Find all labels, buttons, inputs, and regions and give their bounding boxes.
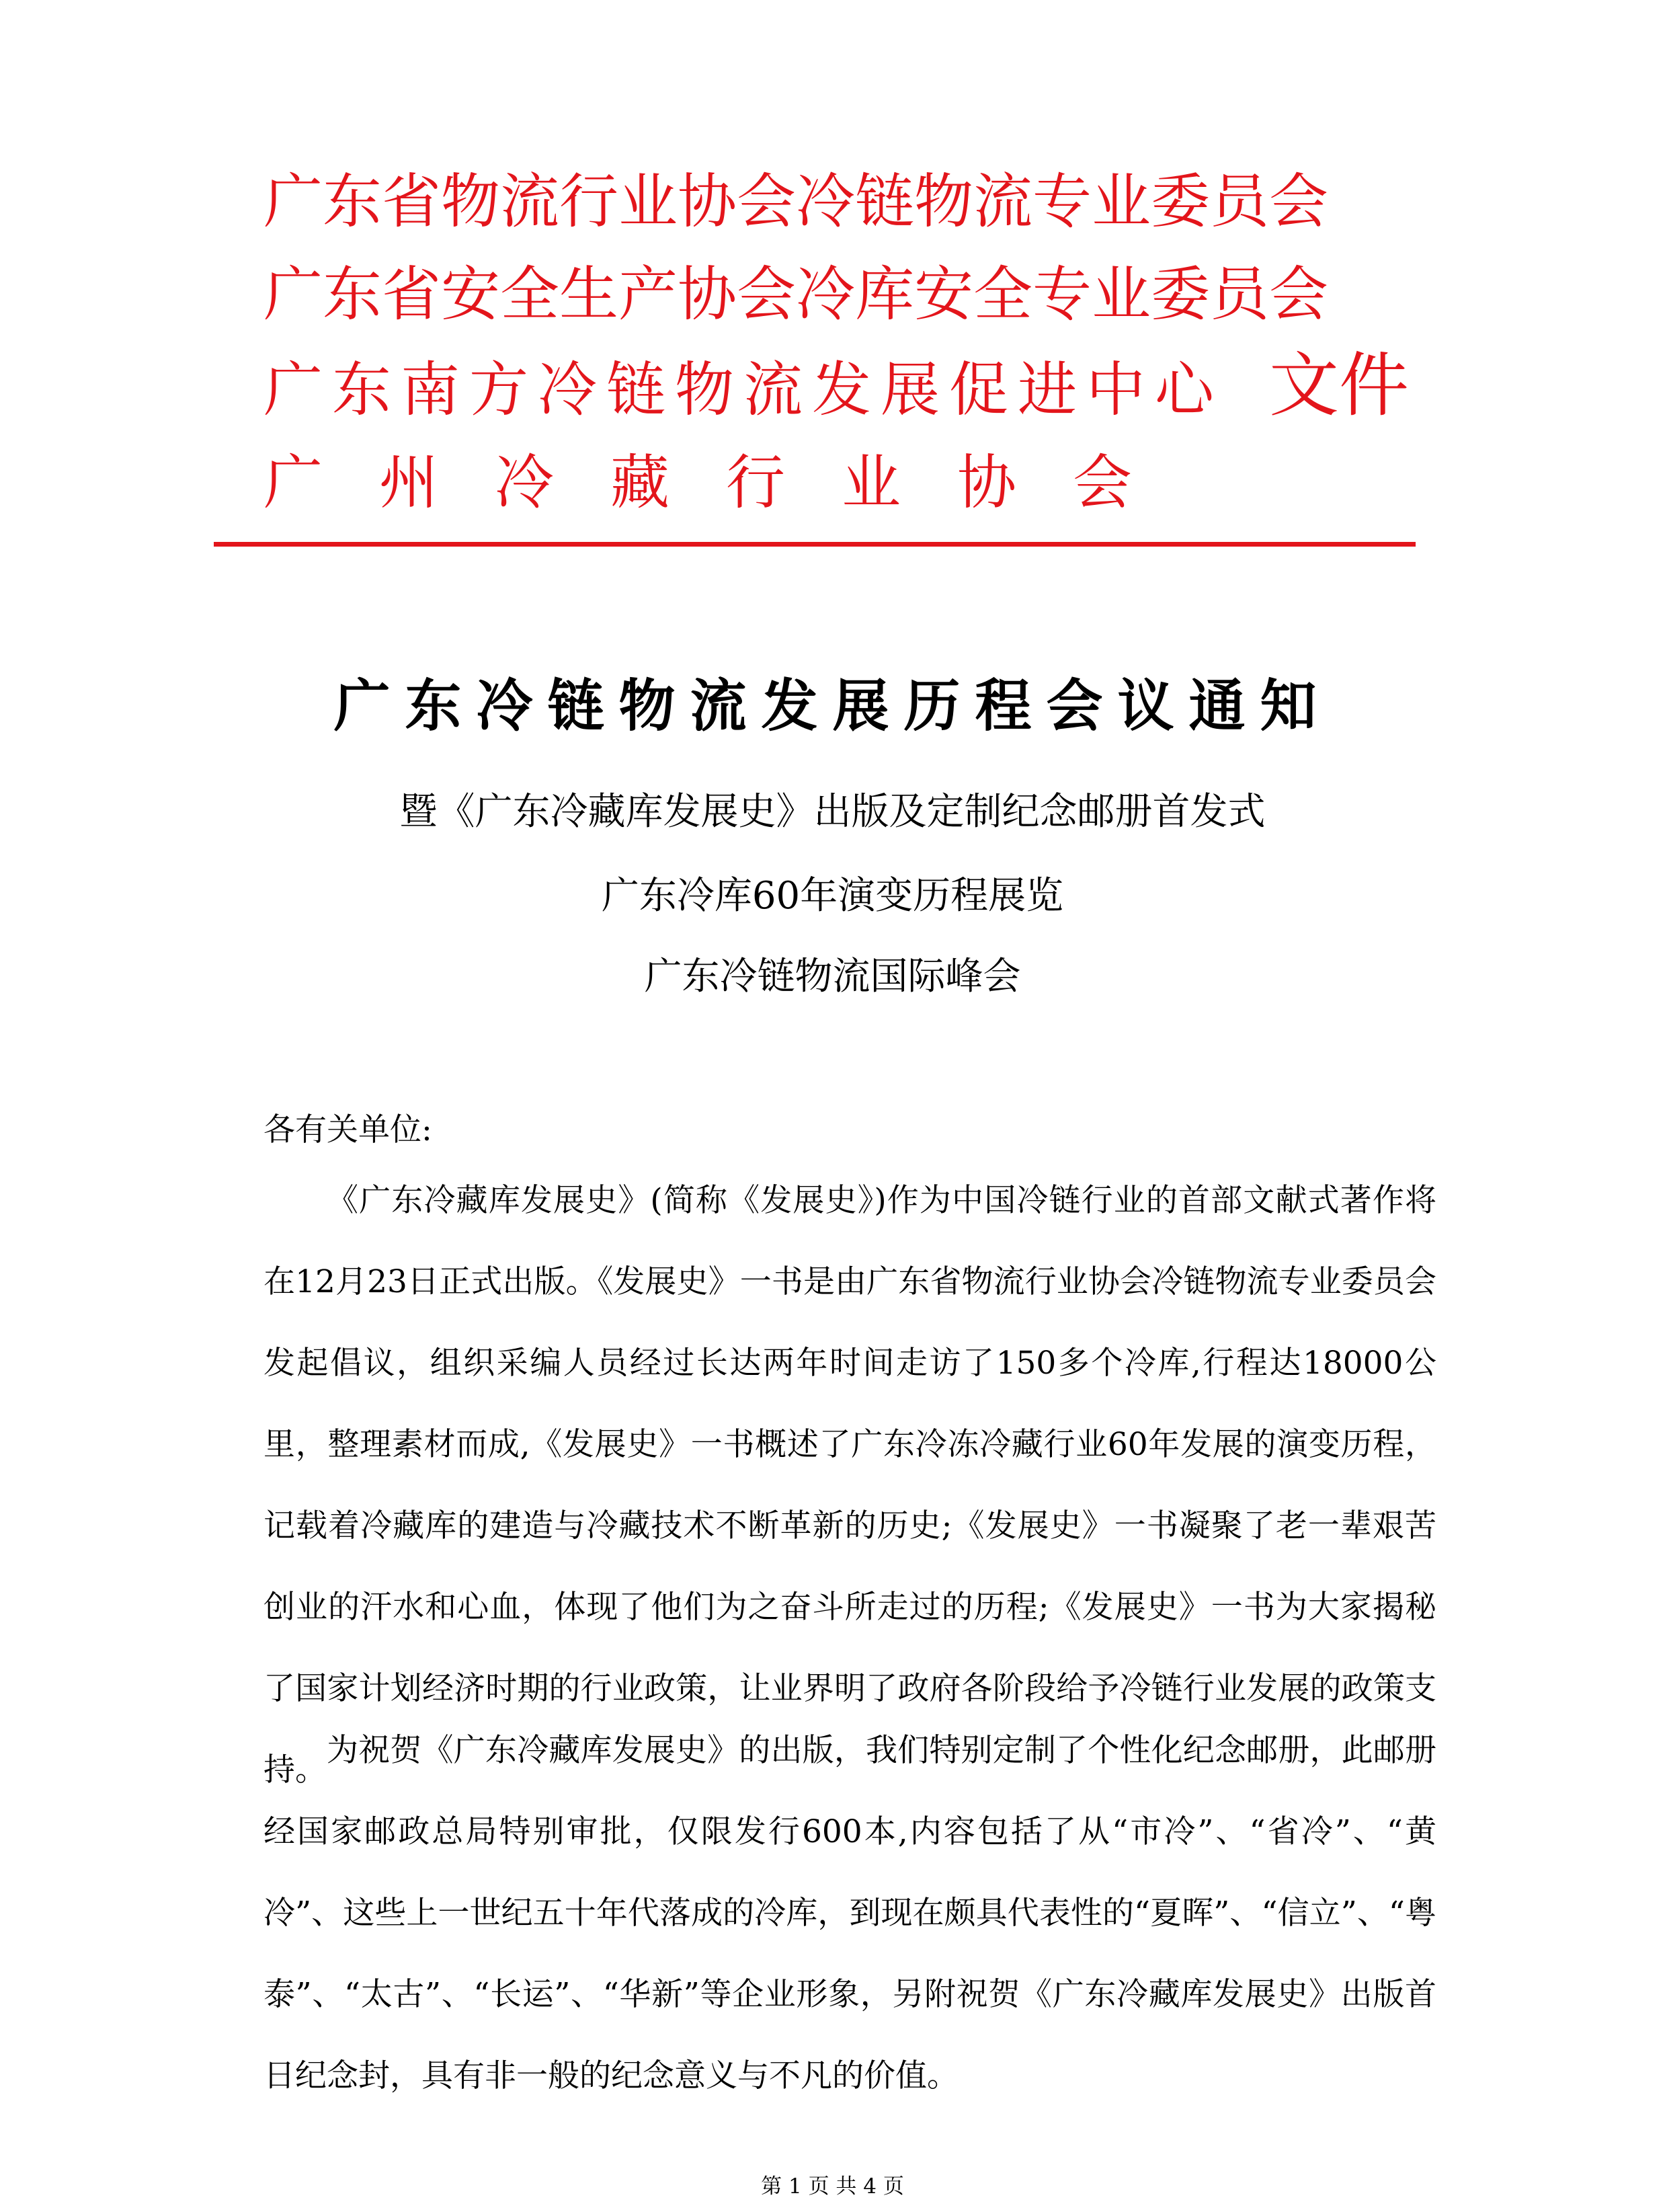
body-paragraph-2: 为祝贺《广东冷藏库发展史》的出版，我们特别定制了个性化纪念邮册，此邮册经国家邮政总局特别审批，仅限发行600本,内容包括了从“市冷”、“省冷”、“黄冷”、这些上一世纪五十年代落成的冷库，到现在颇具代表性的“夏晖”、“信立”、“粤泰”、“太古”、“长运”、“华新”等企业形象，另附祝贺《广东冷藏库发展史》出版首日纪念封，具有非一般的纪念意义与不凡的价值。 — [263, 1732, 1436, 2094]
notice-title: 广东冷链物流发展历程会议通知 — [333, 673, 1332, 739]
notice-subtitle-2: 广东冷库60年演变历程展览 — [601, 874, 1064, 918]
letterhead-org-1: 广东省物流行业协会冷链物流专业委员会 — [263, 167, 1329, 236]
page-number: 第 1 页 共 4 页 — [761, 2174, 904, 2199]
letterhead-org-3: 广东南方冷链物流发展促进中心 — [263, 355, 1224, 424]
body-paragraph-1: 《广东冷藏库发展史》(简称《发展史》)作为中国冷链行业的首部文献式著作将在12月23日正式出版。《发展史》一书是由广东省物流行业协会冷链物流专业委员会发起倡议，组织采编人员经过长达两年时间走访了150多个冷库,行程达18000公里，整理素材而成,《发展史》一书概述了广东冷冻冷藏行业60年发展的演变历程，记载着冷藏库的建造与冷藏技术不断革新的历史;《发展史》一书凝聚了老一辈艰苦创业的汗水和心血，体现了他们为之奋斗所走过的历程;《发展史》一书为大家揭秘了国家计划经济时期的行业政策，让业界明了政府各阶段给予冷链行业发展的政策支持。 — [263, 1182, 1436, 1788]
letterhead-org-4: 广州冷藏行业协会 — [263, 448, 1189, 517]
document-label: 文件 — [1269, 344, 1410, 426]
notice-subtitle-1: 暨《广东冷藏库发展史》出版及定制纪念邮册首发式 — [399, 790, 1266, 834]
letterhead-org-2: 广东省安全生产协会冷库安全专业委员会 — [263, 260, 1329, 329]
notice-subtitle-3: 广东冷链物流国际峰会 — [644, 955, 1021, 998]
letterhead-divider — [214, 542, 1416, 547]
salutation: 各有关单位: — [263, 1111, 432, 1148]
letterhead-org-3-line — [263, 356, 1223, 424]
